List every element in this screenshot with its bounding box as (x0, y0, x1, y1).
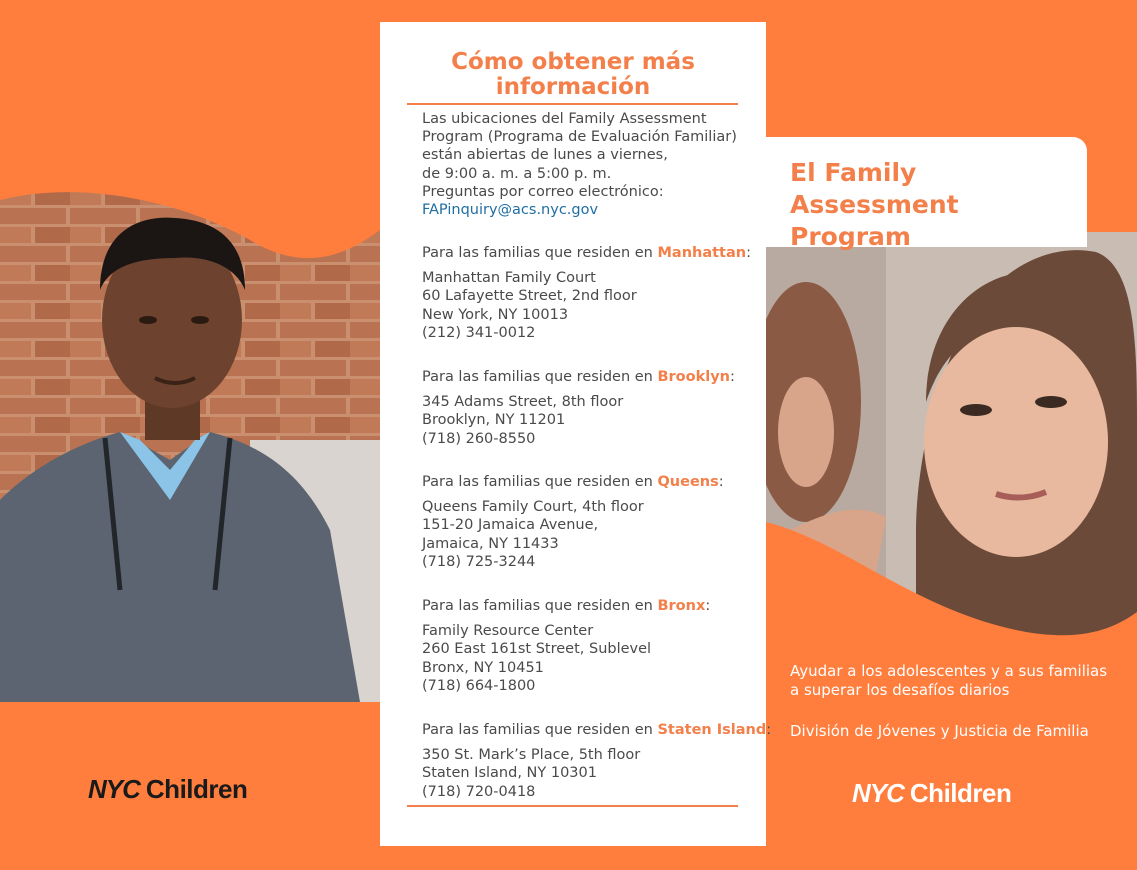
borough-block-queens (422, 473, 752, 571)
address-line: Manhattan Family Court (422, 270, 596, 287)
borough-heading: Para las familias que residen en Staten Island: (422, 722, 772, 738)
phone-number: (718) 260-8550 (422, 430, 536, 447)
contact-info-panel (380, 22, 772, 846)
address-line: 260 East 161st Street, Sublevel (422, 641, 652, 658)
teen-boy-photo (0, 170, 380, 702)
address-line: Bronx, NY 10451 (422, 659, 544, 676)
address-line: Queens Family Court, 4th floor (422, 499, 644, 516)
tagline: Ayudar a los adolescentes y a sus familias a superar los desafíos diarios (790, 662, 1108, 699)
borough-heading: Para las familias que residen en Queens: (422, 474, 724, 490)
borough-name: Queens (657, 474, 719, 490)
children-logo-text: Children (909, 778, 1012, 808)
borough-block-bronx (422, 597, 752, 695)
address-line: Brooklyn, NY 11201 (422, 412, 566, 429)
address-line: New York, NY 10013 (422, 306, 569, 323)
title-card (766, 137, 1087, 251)
borough-block-brooklyn (422, 368, 752, 448)
borough-heading: Para las familias que residen en Manhattan: (422, 245, 751, 261)
intro-text (422, 110, 752, 219)
left-panel (0, 0, 380, 870)
address-line: 60 Lafayette Street, 2nd floor (422, 288, 637, 305)
nyc-children-logo (88, 774, 247, 805)
phone-number: (212) 341-0012 (422, 324, 536, 341)
borough-name: Bronx (657, 598, 706, 614)
borough-name: Brooklyn (657, 369, 730, 385)
brochure-title: El Family Assessment Program (790, 158, 959, 251)
nyc-logo-mark: NYC (88, 774, 140, 804)
address-line: 350 St. Mark’s Place, 5th floor (422, 747, 641, 764)
borough-heading: Para las familias que residen en Bronx: (422, 598, 711, 614)
children-logo-text: Children (145, 774, 248, 804)
borough-block-manhattan (422, 244, 752, 342)
address-line: Family Resource Center (422, 623, 594, 640)
address-line: Staten Island, NY 10301 (422, 765, 597, 782)
phone-number: (718) 725-3244 (422, 553, 536, 570)
borough-name: Manhattan (657, 245, 747, 261)
intro-line: están abiertas de lunes a viernes, (422, 147, 668, 164)
cover-panel (766, 0, 1137, 870)
borough-block-staten-island (422, 721, 772, 801)
address-line: 345 Adams Street, 8th floor (422, 394, 624, 411)
phone-number: (718) 664-1800 (422, 677, 536, 694)
phone-number: (718) 720-0418 (422, 783, 536, 800)
division-name: División de Jóvenes y Justicia de Familia (790, 722, 1089, 740)
intro-line: Preguntas por correo electrónico: (422, 183, 664, 200)
page-title: Cómo obtener más información (451, 49, 695, 100)
borough-name: Staten Island (657, 722, 767, 738)
bottom-divider (407, 805, 738, 807)
intro-line: Las ubicaciones del Family Assessment (422, 111, 707, 127)
title-divider (407, 103, 738, 105)
intro-line: Program (Programa de Evaluación Familiar) (422, 129, 737, 146)
borough-heading: Para las familias que residen en Brooklyn: (422, 369, 735, 385)
intro-line: de 9:00 a. m. a 5:00 p. m. (422, 165, 612, 182)
nyc-logo-mark: NYC (852, 778, 904, 808)
email-link[interactable]: FAPinquiry@acs.nyc.gov (422, 202, 599, 219)
address-line: Jamaica, NY 11433 (422, 535, 559, 552)
teen-girl-photo (766, 232, 1137, 642)
nyc-children-logo (852, 778, 1011, 809)
address-line: 151-20 Jamaica Avenue, (422, 517, 599, 534)
